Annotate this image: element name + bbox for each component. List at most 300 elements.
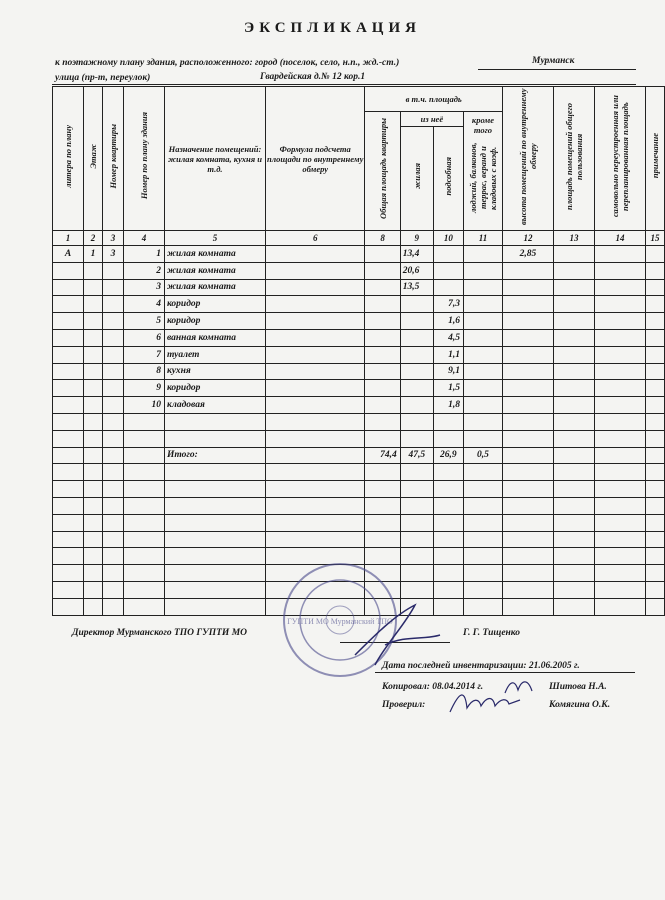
living-cell <box>400 296 433 313</box>
explication-table <box>52 86 665 616</box>
empty-cell <box>645 598 664 615</box>
litera-cell <box>53 279 84 296</box>
floor-cell <box>84 380 103 397</box>
empty-cell <box>365 481 400 498</box>
empty-cell <box>400 514 433 531</box>
stamp-text: ГУПТИ МО Мурманский ТПО <box>287 617 393 626</box>
empty-cell <box>502 514 553 531</box>
empty-cell <box>502 464 553 481</box>
empty-cell <box>433 548 463 565</box>
column-number: 12 <box>502 231 553 246</box>
empty-cell <box>400 548 433 565</box>
total-area-cell <box>365 380 400 397</box>
empty-cell <box>365 497 400 514</box>
empty-cell <box>553 531 594 548</box>
formula-cell <box>265 246 364 263</box>
table-row <box>53 246 665 263</box>
empty-cell <box>502 413 553 430</box>
empty-cell <box>645 531 664 548</box>
empty-cell <box>164 565 265 582</box>
apt-cell <box>102 262 123 279</box>
col-purpose: Назначение помещений: жилая комната, кухня и т.д. <box>164 87 265 231</box>
loggia-cell <box>463 279 502 296</box>
city-underline <box>478 69 636 70</box>
empty-cell <box>400 481 433 498</box>
empty-cell <box>463 514 502 531</box>
empty-cell <box>594 497 645 514</box>
empty-cell <box>84 514 103 531</box>
room-name-cell: жилая комната <box>164 246 265 263</box>
total-area-cell <box>365 279 400 296</box>
empty-cell <box>123 430 164 447</box>
apt-cell <box>102 329 123 346</box>
loggia-cell <box>463 329 502 346</box>
height-cell <box>502 380 553 397</box>
empty-cell <box>123 464 164 481</box>
empty-cell <box>365 514 400 531</box>
living-cell <box>400 397 433 414</box>
aux-cell: 1,8 <box>433 397 463 414</box>
empty-cell <box>463 497 502 514</box>
empty-cell <box>400 497 433 514</box>
table-row <box>53 329 665 346</box>
empty-cell <box>123 514 164 531</box>
formula-cell <box>265 447 364 464</box>
formula-cell <box>265 397 364 414</box>
empty-cell <box>463 565 502 582</box>
empty-cell <box>265 497 364 514</box>
empty-cell <box>502 531 553 548</box>
empty-cell <box>84 598 103 615</box>
empty-cell <box>553 413 594 430</box>
height-cell <box>502 397 553 414</box>
room-no-cell: 6 <box>123 329 164 346</box>
apt-cell: 3 <box>102 246 123 263</box>
empty-cell <box>502 481 553 498</box>
empty-cell <box>594 565 645 582</box>
table-row <box>53 279 665 296</box>
empty-cell <box>553 581 594 598</box>
total-living-value: 47,5 <box>400 447 433 464</box>
empty-cell <box>463 548 502 565</box>
empty-row <box>53 531 665 548</box>
common-cell <box>553 279 594 296</box>
empty-cell <box>123 531 164 548</box>
table-row <box>53 397 665 414</box>
empty-cell <box>84 464 103 481</box>
loggia-cell <box>463 313 502 330</box>
height-cell: 2,85 <box>502 246 553 263</box>
empty-cell <box>433 497 463 514</box>
empty-cell <box>265 481 364 498</box>
column-number: 10 <box>433 231 463 246</box>
empty-cell <box>102 514 123 531</box>
empty-cell <box>265 430 364 447</box>
apt-cell <box>102 313 123 330</box>
copied-name: Шитова Н.А. <box>549 682 607 692</box>
empty-cell <box>265 514 364 531</box>
empty-cell <box>53 531 84 548</box>
loggia-cell <box>463 262 502 279</box>
empty-cell <box>53 565 84 582</box>
note-cell <box>645 363 664 380</box>
floor-cell <box>84 296 103 313</box>
room-name-cell: жилая комната <box>164 279 265 296</box>
loggia-cell <box>463 397 502 414</box>
empty-cell <box>645 464 664 481</box>
room-name-cell: коридор <box>164 313 265 330</box>
empty-cell <box>400 430 433 447</box>
empty-cell <box>433 430 463 447</box>
empty-cell <box>365 430 400 447</box>
note-cell <box>645 380 664 397</box>
self-cell <box>594 329 645 346</box>
height-cell <box>502 329 553 346</box>
room-no-cell: 10 <box>123 397 164 414</box>
empty-row <box>53 464 665 481</box>
empty-cell <box>645 548 664 565</box>
empty-row <box>53 497 665 514</box>
note-cell <box>645 246 664 263</box>
self-cell <box>594 279 645 296</box>
empty-cell <box>365 464 400 481</box>
empty-cell <box>123 565 164 582</box>
empty-cell <box>594 598 645 615</box>
aux-cell <box>433 262 463 279</box>
empty-cell <box>553 514 594 531</box>
empty-cell <box>164 430 265 447</box>
loggia-cell <box>463 296 502 313</box>
table-row <box>53 363 665 380</box>
table-row <box>53 313 665 330</box>
director-name: Г. Г. Тищенко <box>463 628 521 638</box>
empty-cell <box>123 413 164 430</box>
floor-cell <box>84 262 103 279</box>
empty-cell <box>594 481 645 498</box>
aux-cell: 1,1 <box>433 346 463 363</box>
empty-cell <box>53 413 84 430</box>
loggia-cell <box>463 380 502 397</box>
empty-cell <box>400 464 433 481</box>
note-cell <box>645 329 664 346</box>
empty-cell <box>53 447 84 464</box>
empty-cell <box>164 464 265 481</box>
empty-cell <box>84 531 103 548</box>
floor-cell <box>84 329 103 346</box>
total-loggia-value: 0,5 <box>463 447 502 464</box>
litera-cell <box>53 262 84 279</box>
empty-cell <box>553 481 594 498</box>
empty-cell <box>594 464 645 481</box>
note-cell <box>645 279 664 296</box>
common-cell <box>553 363 594 380</box>
total-area-cell <box>365 363 400 380</box>
empty-cell <box>400 413 433 430</box>
room-no-cell: 3 <box>123 279 164 296</box>
common-cell <box>553 246 594 263</box>
empty-cell <box>502 497 553 514</box>
empty-cell <box>553 430 594 447</box>
floor-cell <box>84 313 103 330</box>
living-cell <box>400 346 433 363</box>
empty-cell <box>594 581 645 598</box>
litera-cell <box>53 313 84 330</box>
empty-cell <box>164 581 265 598</box>
col-aux: подсобная <box>433 127 463 231</box>
total-area-value: 74,4 <box>365 447 400 464</box>
total-area-cell <box>365 397 400 414</box>
living-cell <box>400 313 433 330</box>
empty-cell <box>365 531 400 548</box>
litera-cell <box>53 296 84 313</box>
empty-cell <box>645 447 664 464</box>
street-underline <box>52 84 636 85</box>
self-cell <box>594 296 645 313</box>
empty-cell <box>594 531 645 548</box>
empty-cell <box>84 581 103 598</box>
empty-cell <box>553 565 594 582</box>
empty-cell <box>433 413 463 430</box>
room-name-cell: ванная комната <box>164 329 265 346</box>
city-value: Мурманск <box>532 56 575 66</box>
empty-cell <box>463 430 502 447</box>
table-row <box>53 296 665 313</box>
formula-cell <box>265 262 364 279</box>
empty-cell <box>102 481 123 498</box>
empty-cell <box>433 481 463 498</box>
formula-cell <box>265 363 364 380</box>
height-cell <box>502 262 553 279</box>
living-cell: 20,6 <box>400 262 433 279</box>
table-row <box>53 346 665 363</box>
room-no-cell: 1 <box>123 246 164 263</box>
empty-cell <box>645 497 664 514</box>
loggia-cell <box>463 363 502 380</box>
living-cell <box>400 329 433 346</box>
empty-cell <box>102 531 123 548</box>
empty-cell <box>645 481 664 498</box>
total-area-cell <box>365 262 400 279</box>
common-cell <box>553 380 594 397</box>
total-label: Итого: <box>164 447 265 464</box>
total-row <box>53 447 665 464</box>
living-cell: 13,4 <box>400 246 433 263</box>
self-cell <box>594 380 645 397</box>
empty-cell <box>164 531 265 548</box>
empty-cell <box>102 598 123 615</box>
formula-cell <box>265 296 364 313</box>
column-number: 5 <box>164 231 265 246</box>
empty-cell <box>164 598 265 615</box>
col-formula: Формула подсчета площади по внутреннему обмеру <box>265 87 364 231</box>
height-cell <box>502 279 553 296</box>
inventory-date: Дата последней инвентаризации: 21.06.2005 г. <box>382 661 580 671</box>
empty-cell <box>502 447 553 464</box>
aux-cell: 4,5 <box>433 329 463 346</box>
self-cell <box>594 363 645 380</box>
empty-cell <box>265 531 364 548</box>
empty-cell <box>53 464 84 481</box>
empty-cell <box>463 581 502 598</box>
empty-cell <box>502 548 553 565</box>
empty-row <box>53 413 665 430</box>
column-number: 15 <box>645 231 664 246</box>
empty-cell <box>502 565 553 582</box>
column-number: 1 <box>53 231 84 246</box>
empty-cell <box>594 430 645 447</box>
col-litera: литера по плану <box>53 87 84 231</box>
empty-cell <box>433 464 463 481</box>
checked-name: Комягина О.К. <box>549 700 611 710</box>
empty-cell <box>164 497 265 514</box>
column-number: 2 <box>84 231 103 246</box>
loggia-cell <box>463 346 502 363</box>
room-name-cell: кладовая <box>164 397 265 414</box>
empty-cell <box>84 413 103 430</box>
inventory-line <box>375 672 635 673</box>
col-incl-area: в т.ч. площадь <box>365 87 502 112</box>
empty-cell <box>53 581 84 598</box>
self-cell <box>594 262 645 279</box>
empty-cell <box>84 497 103 514</box>
table-row <box>53 262 665 279</box>
aux-cell <box>433 279 463 296</box>
col-common: площадь помещений общего пользования <box>553 87 594 231</box>
aux-cell: 9,1 <box>433 363 463 380</box>
room-name-cell: коридор <box>164 296 265 313</box>
empty-cell <box>164 413 265 430</box>
apt-cell <box>102 363 123 380</box>
column-number: 14 <box>594 231 645 246</box>
room-no-cell: 5 <box>123 313 164 330</box>
empty-cell <box>553 497 594 514</box>
col-living: жилая <box>400 127 433 231</box>
formula-cell <box>265 329 364 346</box>
total-area-cell <box>365 329 400 346</box>
empty-cell <box>265 464 364 481</box>
common-cell <box>553 329 594 346</box>
apt-cell <box>102 346 123 363</box>
room-no-cell: 9 <box>123 380 164 397</box>
formula-cell <box>265 346 364 363</box>
empty-cell <box>645 430 664 447</box>
col-floor: Этаж <box>84 87 103 231</box>
total-area-cell <box>365 296 400 313</box>
col-total-area: Общая площадь квартиры <box>365 112 400 231</box>
empty-cell <box>84 565 103 582</box>
col-height: высота помещений по внутреннему обмеру <box>502 87 553 231</box>
col-of-them: из неё <box>400 112 463 127</box>
floor-cell <box>84 363 103 380</box>
empty-cell <box>553 548 594 565</box>
director-label: Директор Мурманского ТПО ГУПТИ МО <box>72 628 248 638</box>
litera-cell <box>53 346 84 363</box>
formula-cell <box>265 380 364 397</box>
empty-cell <box>433 514 463 531</box>
height-cell <box>502 363 553 380</box>
column-number: 4 <box>123 231 164 246</box>
empty-cell <box>164 481 265 498</box>
empty-cell <box>365 413 400 430</box>
empty-cell <box>102 430 123 447</box>
empty-cell <box>645 514 664 531</box>
total-area-cell <box>365 313 400 330</box>
empty-cell <box>463 464 502 481</box>
empty-cell <box>502 581 553 598</box>
self-cell <box>594 397 645 414</box>
empty-cell <box>53 430 84 447</box>
empty-cell <box>594 447 645 464</box>
self-cell <box>594 313 645 330</box>
empty-cell <box>645 413 664 430</box>
col-loggia: кроме того лоджий, балконов, террас, веранд и кладовых с коэф. <box>463 112 502 231</box>
common-cell <box>553 262 594 279</box>
room-no-cell: 7 <box>123 346 164 363</box>
column-number: 11 <box>463 231 502 246</box>
note-cell <box>645 262 664 279</box>
common-cell <box>553 346 594 363</box>
empty-cell <box>84 548 103 565</box>
common-cell <box>553 296 594 313</box>
floor-cell: 1 <box>84 246 103 263</box>
empty-cell <box>53 481 84 498</box>
apt-cell <box>102 380 123 397</box>
empty-cell <box>594 514 645 531</box>
empty-row <box>53 430 665 447</box>
empty-cell <box>502 598 553 615</box>
empty-cell <box>123 447 164 464</box>
empty-cell <box>102 548 123 565</box>
empty-cell <box>123 581 164 598</box>
self-cell <box>594 346 645 363</box>
empty-cell <box>102 565 123 582</box>
street-label: улица (пр-т, переулок) <box>55 73 151 83</box>
aux-cell: 1,5 <box>433 380 463 397</box>
empty-cell <box>102 581 123 598</box>
empty-cell <box>400 565 433 582</box>
empty-cell <box>84 481 103 498</box>
note-cell <box>645 296 664 313</box>
note-cell <box>645 346 664 363</box>
empty-cell <box>53 598 84 615</box>
self-cell <box>594 246 645 263</box>
apt-cell <box>102 397 123 414</box>
empty-cell <box>84 430 103 447</box>
formula-cell <box>265 279 364 296</box>
empty-cell <box>645 565 664 582</box>
litera-cell: А <box>53 246 84 263</box>
living-cell <box>400 380 433 397</box>
empty-cell <box>123 497 164 514</box>
room-no-cell: 4 <box>123 296 164 313</box>
empty-cell <box>553 464 594 481</box>
formula-cell <box>265 313 364 330</box>
empty-cell <box>502 430 553 447</box>
street-value: Гвардейская д.№ 12 кор.1 <box>260 72 366 82</box>
total-area-cell <box>365 246 400 263</box>
col-self: самовольно переустроенная или перепланированная площадь <box>594 87 645 231</box>
col-note: примечание <box>645 87 664 231</box>
column-number: 13 <box>553 231 594 246</box>
empty-cell <box>463 598 502 615</box>
litera-cell <box>53 380 84 397</box>
empty-cell <box>123 481 164 498</box>
apt-cell <box>102 279 123 296</box>
room-name-cell: туалет <box>164 346 265 363</box>
total-aux-value: 26,9 <box>433 447 463 464</box>
room-no-cell: 2 <box>123 262 164 279</box>
empty-cell <box>102 464 123 481</box>
